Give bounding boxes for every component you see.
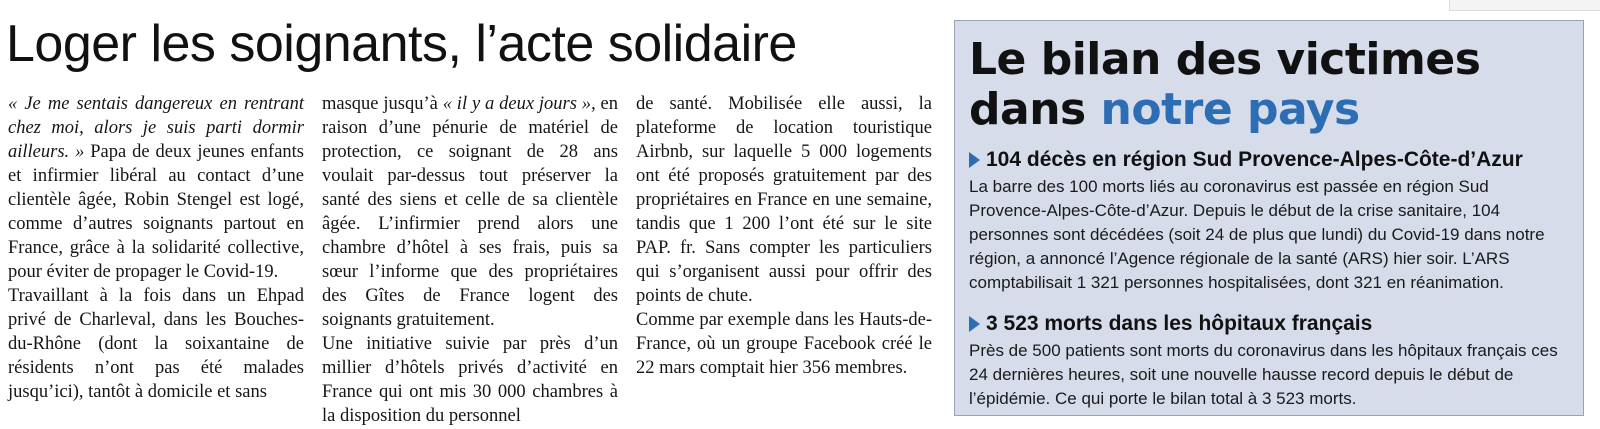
section-heading bbox=[969, 311, 1569, 337]
paragraph: Comme par exemple dans les Hauts-de-France, où un groupe Facebook créé le 22 mars comptait hier 356 membres. bbox=[636, 310, 932, 378]
section-heading-text: 3 523 morts dans les hôpitaux français bbox=[986, 312, 1373, 335]
paragraph: de santé. Mobilisée elle aussi, la plateforme de location touristique Airbnb, sur laquelle 5 000 logements ont été proposés gratuitement par des propriétaires en France en une semaine, tandis que 1 200 l’ont été sur le site PAP. fr. Sans compter les particuliers qui s’organisent aussi pour offrir des points de chute. bbox=[636, 94, 932, 306]
paragraph-text: masque jusqu’à bbox=[322, 94, 443, 114]
victims-infobox bbox=[954, 20, 1584, 416]
article-column-2 bbox=[322, 92, 618, 428]
infobox-title bbox=[969, 35, 1569, 135]
infobox-section-hospitals bbox=[969, 311, 1569, 411]
infobox-title-prefix: dans bbox=[969, 84, 1101, 135]
article-columns bbox=[8, 92, 936, 428]
paragraph: Une initiative suivie par près d’un millier d’hôtels privés d’activité en France qui ont mis 30 000 chambres à la disposition du personnel bbox=[322, 334, 618, 426]
quote: « il y a deux jours » bbox=[442, 94, 592, 114]
section-body: La barre des 100 morts liés au coronavirus est passée en région Sud Provence-Alpes-Côte-d’Azur. Depuis le début de la crise sanitaire, 104 personnes sont décédées (soit 24 de plus que lundi) du Covid-19 dans notre région, a annoncé l’Agence régionale de la santé (ARS) hier soir. L’ARS comptabilisait 1 321 personnes hospitalisées, dont 321 en réanimation. bbox=[969, 177, 1545, 292]
article-column-3 bbox=[636, 92, 932, 428]
paragraph bbox=[8, 92, 304, 284]
paragraph-text: Papa de deux jeunes enfants et infirmier libéral au contact d’une clientèle âgée, Robin Stengel est logé, comme d’autres soignants partout en France, grâce à la solidarité collective, pour éviter de propager le Covid-19. bbox=[8, 142, 304, 282]
section-body: Près de 500 patients sont morts du coronavirus dans les hôpitaux français ces 24 dernières heures, soit une nouvelle hausse record depuis le début de l’épidémie. Ce qui porte le bilan total à 3 523 morts. bbox=[969, 341, 1558, 408]
article bbox=[6, 0, 936, 429]
triangle-bullet-icon bbox=[969, 316, 980, 332]
article-headline: Loger les soignants, l’acte solidaire bbox=[6, 15, 797, 73]
paragraph bbox=[322, 92, 618, 332]
infobox-title-line1: Le bilan des victimes bbox=[969, 34, 1481, 85]
paragraph: Travaillant à la fois dans un Ehpad privé de Charleval, dans les Bouches-du-Rhône (dont la soixantaine de résidents n’ont pas été malades jusqu’ici), tantôt à domicile et sans bbox=[8, 286, 304, 402]
section-heading bbox=[969, 147, 1569, 173]
triangle-bullet-icon bbox=[969, 152, 980, 168]
article-column-1 bbox=[8, 92, 304, 428]
paragraph-text: , en raison d’une pénurie de matériel de protection, ce soignant de 28 ans voulait par-dessus tout préserver la santé des siens et celle de sa clientèle âgée. L’infirmier prend alors une chambre d’hôtel à ses frais, puis sa sœur l’informe que des propriétaires des Gîtes de France logent des soignants gratuitement. bbox=[322, 94, 619, 330]
quote: « Je me sentais dangereux en rentrant chez moi, alors je suis parti dormir ailleurs. » bbox=[8, 94, 304, 162]
infobox-title-accent: notre pays bbox=[1100, 84, 1360, 135]
section-heading-text: 104 décès en région Sud Provence-Alpes-Côte-d’Azur bbox=[986, 148, 1523, 171]
page-corner-mark bbox=[1449, 0, 1600, 11]
infobox-section-region bbox=[969, 147, 1569, 295]
